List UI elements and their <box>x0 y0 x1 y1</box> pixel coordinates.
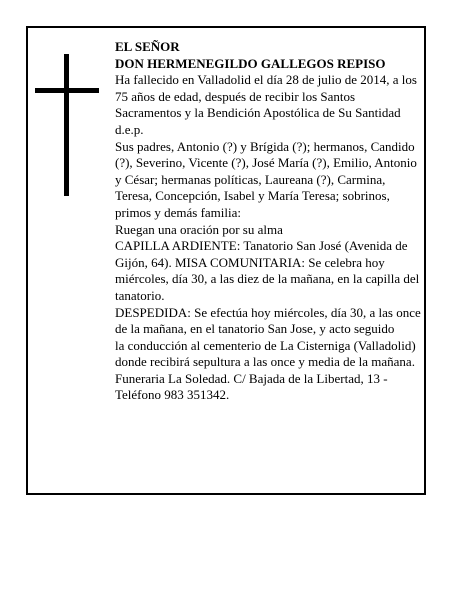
funeral-home-info: Funeraria La Soledad. C/ Bajada de la Libertad, 13 - Teléfono 983 351342. <box>115 370 388 403</box>
obituary-text <box>115 39 421 404</box>
cross-horizontal-bar <box>35 88 99 93</box>
family-list: Sus padres, Antonio (?) y Brígida (?); hermanos, Candido (?), Severino, Vicente (?), José María (?), Emilio, Antonio y César; hermanas políticas, Laureana (?), Carmina, Teresa, Concepción, Isabel y María Teresa; sobrinos, primos y demás familia: <box>115 138 417 220</box>
death-announcement: Ha fallecido en Valladolid el día 28 de julio de 2014, a los 75 años de edad, después de recibir los Santos Sacramentos y la Bendición Apostólica de Su Santidad d.e.p. <box>115 72 417 137</box>
latin-cross-icon <box>35 54 99 196</box>
deceased-name: DON HERMENEGILDO GALLEGOS REPISO <box>115 55 386 71</box>
chapel-and-mass-info: CAPILLA ARDIENTE: Tanatorio San José (Avenida de Gijón, 64). MISA COMUNITARIA: Se celebra hoy miércoles, día 30, a las diez de la mañana, en la capilla del tanatorio. <box>115 238 420 303</box>
cross-vertical-bar <box>64 54 69 196</box>
farewell-info: DESPEDIDA: Se efectúa hoy miércoles, día 30, a las once de la mañana, en el tanatorio San Jose, y acto seguido <box>115 304 421 337</box>
burial-info: la conducción al cementerio de La Cisterniga (Valladolid) donde recibirá sepultura a las once y media de la mañana. <box>115 337 416 370</box>
prayer-request: Ruegan una oración por su alma <box>115 221 283 237</box>
notice-title: EL SEÑOR <box>115 39 180 54</box>
